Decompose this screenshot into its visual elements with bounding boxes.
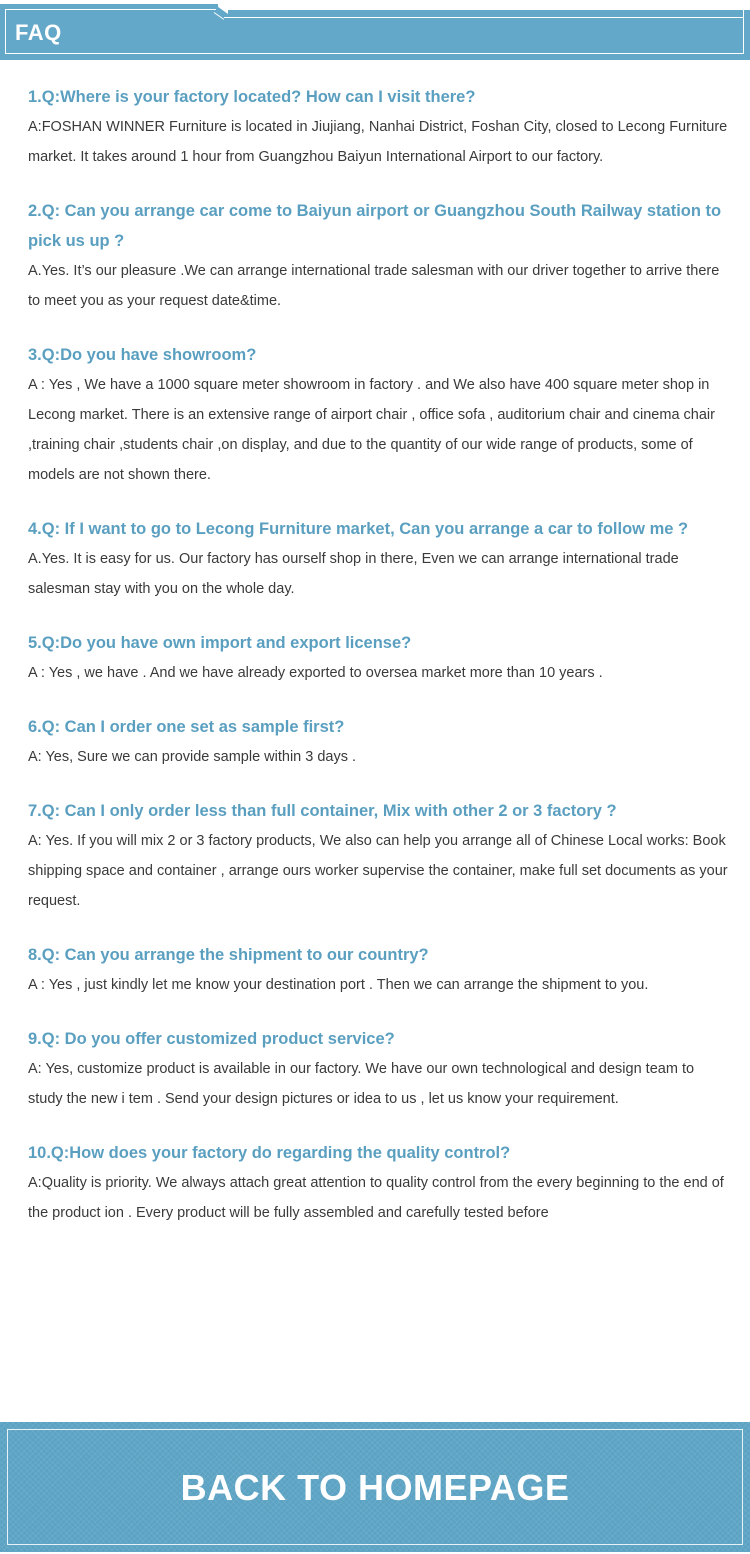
faq-question: 6.Q: Can I order one set as sample first? (28, 718, 345, 736)
faq-item (28, 712, 728, 772)
faq-question: 4.Q: If I want to go to Lecong Furniture market, Can you arrange a car to follow me ? (28, 520, 689, 538)
faq-item (28, 340, 728, 490)
faq-item (28, 82, 728, 172)
faq-item (28, 1138, 728, 1228)
faq-answer: A : Yes , we have . And we have already exported to oversea market more than 10 years . (28, 665, 603, 681)
faq-item (28, 196, 728, 316)
faq-answer: A: Yes. If you will mix 2 or 3 factory products, We also can help you arrange all of Chinese Local works: Book shipping space and container , arrange ours worker supervise the container, make full set documents as your request. (28, 833, 728, 909)
faq-question: 3.Q:Do you have showroom? (28, 346, 257, 364)
faq-item (28, 1024, 728, 1114)
header-frame-top (5, 9, 216, 10)
faq-question: 9.Q: Do you offer customized product service? (28, 1030, 395, 1048)
faq-answer: A : Yes , We have a 1000 square meter showroom in factory . and We also have 400 square meter shop in Lecong market. There is an extensive range of airport chair , office sofa , auditorium chair and cinema chair ,training chair ,students chair ,on display, and due to the quantity of our wide range of products, some of models are not shown there. (28, 377, 715, 483)
faq-answer: A : Yes , just kindly let me know your destination port . Then we can arrange the shipment to you. (28, 977, 649, 993)
faq-question: 5.Q:Do you have own import and export license? (28, 634, 412, 652)
faq-answer: A:Quality is priority. We always attach great attention to quality control from the every beginning to the end of the product ion . Every product will be fully assembled and carefully tested before (28, 1175, 724, 1221)
faq-item (28, 940, 728, 1000)
faq-header (0, 0, 750, 60)
faq-question: 1.Q:Where is your factory located? How can I visit there? (28, 88, 476, 106)
back-to-homepage-button[interactable] (0, 1422, 750, 1552)
header-frame (5, 9, 744, 54)
faq-answer: A: Yes, Sure we can provide sample within 3 days . (28, 749, 357, 765)
faq-item (28, 628, 728, 688)
faq-question: 7.Q: Can I only order less than full container, Mix with other 2 or 3 factory ? (28, 802, 617, 820)
faq-item (28, 796, 728, 916)
faq-question: 10.Q:How does your factory do regarding the quality control? (28, 1144, 511, 1162)
faq-answer: A:FOSHAN WINNER Furniture is located in Jiujiang, Nanhai District, Foshan City, closed to Lecong Furniture market. It takes around 1 hour from Guangzhou Baiyun International Airport to our factory. (28, 119, 728, 165)
back-to-homepage-label: BACK TO HOMEPAGE (180, 1467, 570, 1508)
faq-list (28, 82, 728, 1252)
page-title: FAQ (15, 20, 62, 45)
faq-item (28, 514, 728, 604)
faq-question: 2.Q: Can you arrange car come to Baiyun airport or Guangzhou South Railway station to pick us up ? (28, 202, 722, 250)
faq-question: 8.Q: Can you arrange the shipment to our country? (28, 946, 429, 964)
faq-answer: A.Yes. It is easy for us. Our factory has ourself shop in there, Even we can arrange international trade salesman stay with you on the whole day. (28, 551, 679, 597)
faq-answer: A.Yes. It’s our pleasure .We can arrange international trade salesman with our driver together to arrive there to meet you as your request date&time. (28, 263, 720, 309)
header-frame-top-right (224, 17, 744, 18)
faq-answer: A: Yes, customize product is available in our factory. We have our own technological and design team to study the new i tem . Send your design pictures or idea to us , let us know your requirement. (28, 1061, 695, 1107)
